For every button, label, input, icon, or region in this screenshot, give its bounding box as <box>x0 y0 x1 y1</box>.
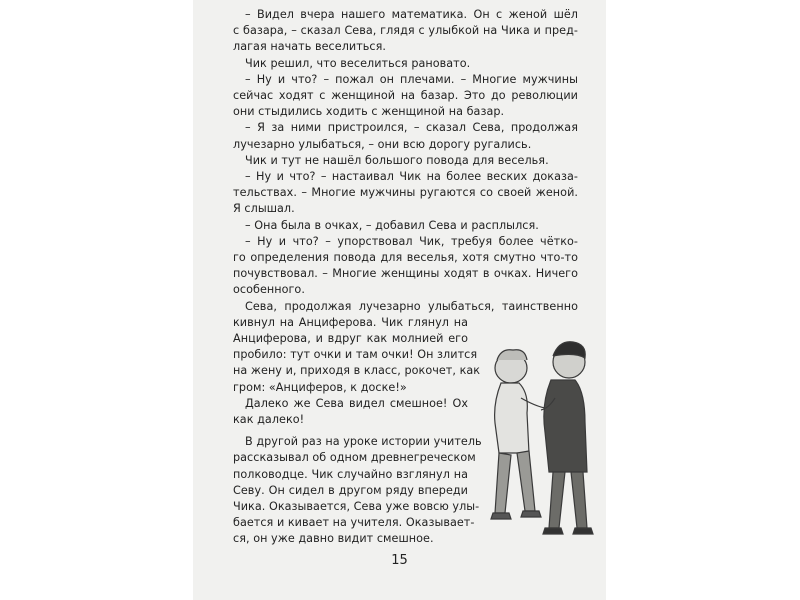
text-line: пробило: тут очки и там очки! Он злится <box>233 348 478 362</box>
text-line: – Ну и что? – упорствовал Чик, требуя более чётко- <box>245 234 578 248</box>
text-line: сейчас ходят с женщиной на базар. Это до революции <box>233 89 578 102</box>
text-line: лучезарно улыбаться, – они всю дорогу ругались. <box>233 137 532 151</box>
text-line: особенного. <box>233 283 305 297</box>
text-line: – Ну и что? – пожал он плечами. – Многие мужчины <box>245 72 578 86</box>
text-line: Сева, продолжая лучезарно улыбаться, таинственно <box>245 299 578 313</box>
text-line: – Она была в очках, – добавил Сева и расплылся. <box>245 218 539 232</box>
text-line: го определения повода для веселья, хотя смутно что-то <box>233 251 578 264</box>
text-line: Чика. Оказывается, Сева уже вовсю улы- <box>233 500 480 513</box>
text-line: Чик решил, что веселиться рановато. <box>245 56 471 70</box>
text-line: – Ну и что? – настаивал Чик на более веских доказа- <box>245 170 578 183</box>
text-line: почувствовал. – Многие женщины ходят в очках. Ничего <box>233 267 578 281</box>
text-line: полководце. Чик случайно взглянул на <box>233 467 468 481</box>
text-line: Анциферова, и вдруг как молнией его <box>233 332 468 345</box>
text-line: – Видел вчера нашего математика. Он с женой шёл <box>245 8 578 21</box>
book-page <box>193 0 606 600</box>
text-line: на жену и, приходя в класс, рокочет, как <box>233 364 481 378</box>
text-line: Я слышал. <box>233 202 295 216</box>
text-line: они стыдились ходить с женщиной на базар. <box>233 105 505 119</box>
text-line: кивнул на Анциферова. Чик глянул на <box>233 315 468 329</box>
text-line: Далеко же Сева видел смешное! Ох <box>245 396 468 410</box>
text-line: гром: «Анциферов, к доске!» <box>233 380 407 394</box>
text-line: – Я за ними пристроился, – сказал Сева, продолжая <box>245 121 578 135</box>
boys-illustration <box>471 338 606 538</box>
text-line: ся, он уже давно видит смешное. <box>233 532 434 546</box>
text-line: Севу. Он сидел в другом ряду впереди <box>233 483 468 497</box>
text-line: Чик и тут не нашёл большого повода для веселья. <box>245 153 549 167</box>
text-line: с базара, – сказал Сева, глядя с улыбкой на Чика и пред- <box>233 24 578 38</box>
text-line: лагая начать веселиться. <box>233 40 387 54</box>
text-line: бается и кивает на учителя. Оказывает- <box>233 516 475 530</box>
text-line: тельствах. – Многие мужчины ругаются со своей женой. <box>233 186 578 200</box>
page-number: 15 <box>391 552 408 568</box>
text-line: В другой раз на уроке истории учитель <box>245 435 482 449</box>
text-line: рассказывал об одном древнегреческом <box>233 451 476 465</box>
text-line: как далеко! <box>233 413 305 426</box>
